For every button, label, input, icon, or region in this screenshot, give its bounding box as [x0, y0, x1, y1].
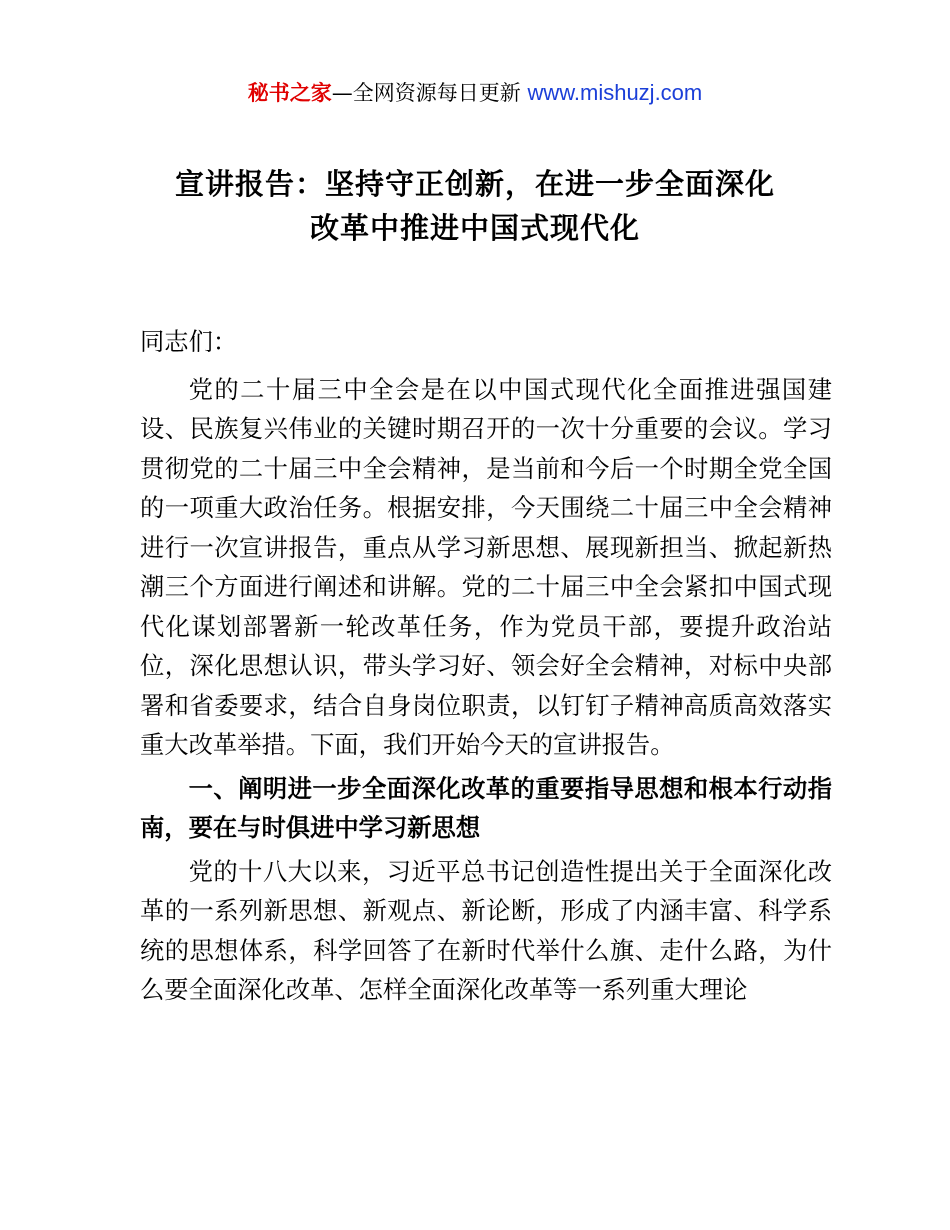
title-line-2: 改革中推进中国式现代化 [309, 211, 640, 245]
paragraph-intro: 党的二十届三中全会是在以中国式现代化全面推进强国建设、民族复兴伟业的关键时期召开的一次十分重要的会议。学习贯彻党的二十届三中全会精神，是当前和今后一个时期全党全国的一项重大政治任务。根据安排，今天围绕二十届三中全会精神进行一次宣讲报告，重点从学习新思想、展现新担当、掀起新热潮三个方面进行阐述和讲解。党的二十届三中全会紧扣中国式现代化谋划部署新一轮改革任务，作为党员干部，要提升政治站位，深化思想认识，带头学习好、领会好全会精神，对标中央部署和省委要求，结合自身岗位职责，以钉钉子精神高质高效落实重大改革举措。下面，我们开始今天的宣讲报告。 [140, 374, 832, 759]
paragraph-section-1: 党的十八大以来，习近平总书记创造性提出关于全面深化改革的一系列新思想、新观点、新论断，形成了内涵丰富、科学系统的思想体系，科学回答了在新时代举什么旗、走什么路，为什么要全面深化改革、怎样全面深化改革等一系列重大理论 [140, 856, 832, 1004]
brand-name: 秘书之家 [247, 81, 332, 105]
salutation: 同志们： [140, 327, 238, 356]
site-header [0, 78, 950, 108]
site-url-link[interactable]: www.mishuzj.com [527, 80, 703, 105]
document-title [95, 162, 855, 250]
header-slogan: —全网资源每日更新 [331, 81, 521, 105]
document-body [140, 322, 832, 1014]
title-line-1: 宣讲报告：坚持守正创新，在进一步全面深化 [174, 167, 775, 201]
section-heading-1: 一、阐明进一步全面深化改革的重要指导思想和根本行动指南，要在与时俱进中学习新思想 [140, 773, 832, 842]
